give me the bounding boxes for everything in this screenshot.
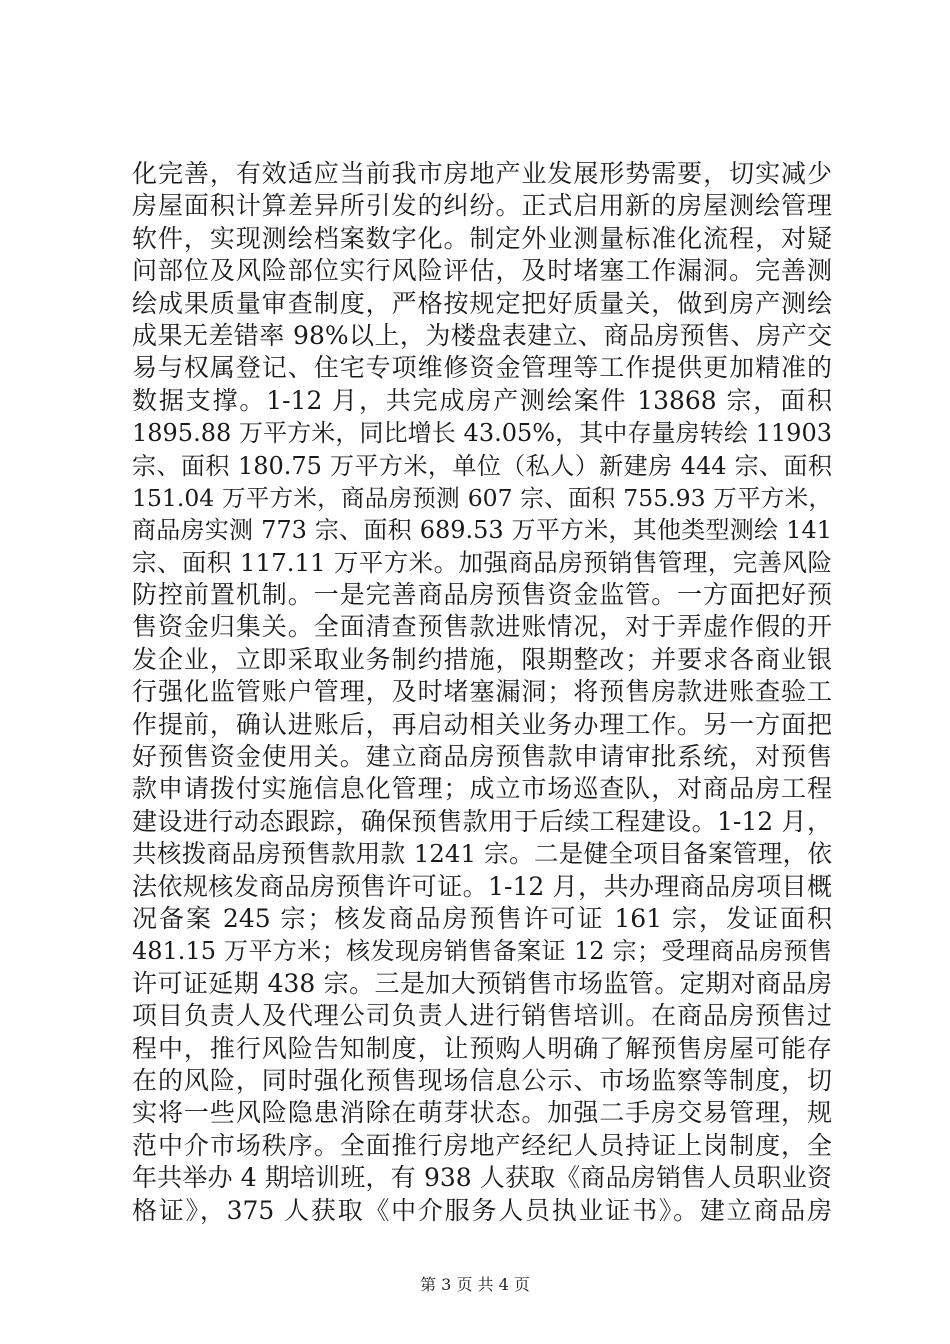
text-line: 宗、面积 117.11 万平方米。加强商品房预销售管理，完善风险	[132, 547, 832, 577]
text-line: 商品房实测 773 宗、面积 689.53 万平方米，其他类型测绘 141	[132, 516, 832, 545]
text-line: 建设进行动态跟踪，确保预售款用于后续工程建设。1-12 月，	[132, 806, 832, 836]
text-line: 宗、面积 180.75 万平方米，单位（私人）新建房 444 宗、面积	[132, 451, 832, 480]
text-line: 数据支撑。1-12 月，共完成房产测绘案件 13868 宗，面积	[132, 385, 832, 415]
text-line: 共核拨商品房预售款用款 1241 宗。二是健全项目备案管理，依	[132, 839, 832, 869]
text-line: 房屋面积计算差异所引发的纠纷。正式启用新的房屋测绘管理	[132, 191, 832, 221]
text-line: 成果无差错率 98%以上，为楼盘表建立、商品房预售、房产交	[132, 320, 832, 350]
text-line: 在的风险，同时强化预售现场信息公示、市场监察等制度，切	[132, 1065, 832, 1095]
text-line: 481.15 万平方米；核发现房销售备案证 12 宗；受理商品房预售	[132, 937, 832, 966]
text-line: 防控前置机制。一是完善商品房预售资金监管。一方面把好预	[132, 580, 832, 610]
text-line: 作提前，确认进账后，再启动相关业务办理工作。另一方面把	[132, 709, 832, 739]
body-paragraph	[132, 158, 832, 1227]
text-line: 范中介市场秩序。全面推行房地产经纪人员持证上岗制度，全	[132, 1130, 832, 1160]
text-line: 发企业，立即采取业务制约措施，限期整改；并要求各商业银	[132, 644, 832, 674]
page-footer: 第 3 页 共 4 页	[420, 1275, 530, 1294]
text-line: 法依规核发商品房预售许可证。1-12 月，共办理商品房项目概	[132, 871, 832, 901]
text-line: 程中，推行风险告知制度，让预购人明确了解预售房屋可能存	[132, 1033, 832, 1063]
text-line: 许可证延期 438 宗。三是加大预销售市场监管。定期对商品房	[132, 968, 832, 998]
text-line: 格证》，375 人获取《中介服务人员执业证书》。建立商品房	[132, 1195, 832, 1225]
text-line: 况备案 245 宗；核发商品房预售许可证 161 宗，发证面积	[132, 903, 832, 933]
text-line: 1895.88 万平方米，同比增长 43.05%，其中存量房转绘 11903	[132, 419, 832, 448]
text-line: 化完善，有效适应当前我市房地产业发展形势需要，切实减少	[132, 159, 832, 188]
text-line: 151.04 万平方米，商品房预测 607 宗、面积 755.93 万平方米，	[132, 483, 832, 512]
text-line: 易与权属登记、住宅专项维修资金管理等工作提供更加精准的	[132, 353, 832, 383]
text-line: 问部位及风险部位实行风险评估，及时堵塞工作漏洞。完善测	[132, 256, 832, 286]
text-line: 好预售资金使用关。建立商品房预售款申请审批系统，对预售	[132, 742, 832, 772]
text-line: 售资金归集关。全面清查预售款进账情况，对于弄虚作假的开	[132, 612, 832, 642]
text-line: 年共举办 4 期培训班，有 938 人获取《商品房销售人员职业资	[132, 1163, 832, 1193]
text-line: 实将一些风险隐患消除在萌芽状态。加强二手房交易管理，规	[132, 1098, 832, 1128]
text-line: 行强化监管账户管理，及时堵塞漏洞；将预售房款进账查验工	[132, 677, 832, 707]
text-line: 软件，实现测绘档案数字化。制定外业测量标准化流程，对疑	[132, 223, 832, 253]
text-line: 绘成果质量审查制度，严格按规定把好质量关，做到房产测绘	[132, 288, 832, 318]
text-line: 款申请拨付实施信息化管理；成立市场巡查队，对商品房工程	[132, 774, 832, 804]
text-line: 项目负责人及代理公司负责人进行销售培训。在商品房预售过	[132, 1001, 832, 1031]
